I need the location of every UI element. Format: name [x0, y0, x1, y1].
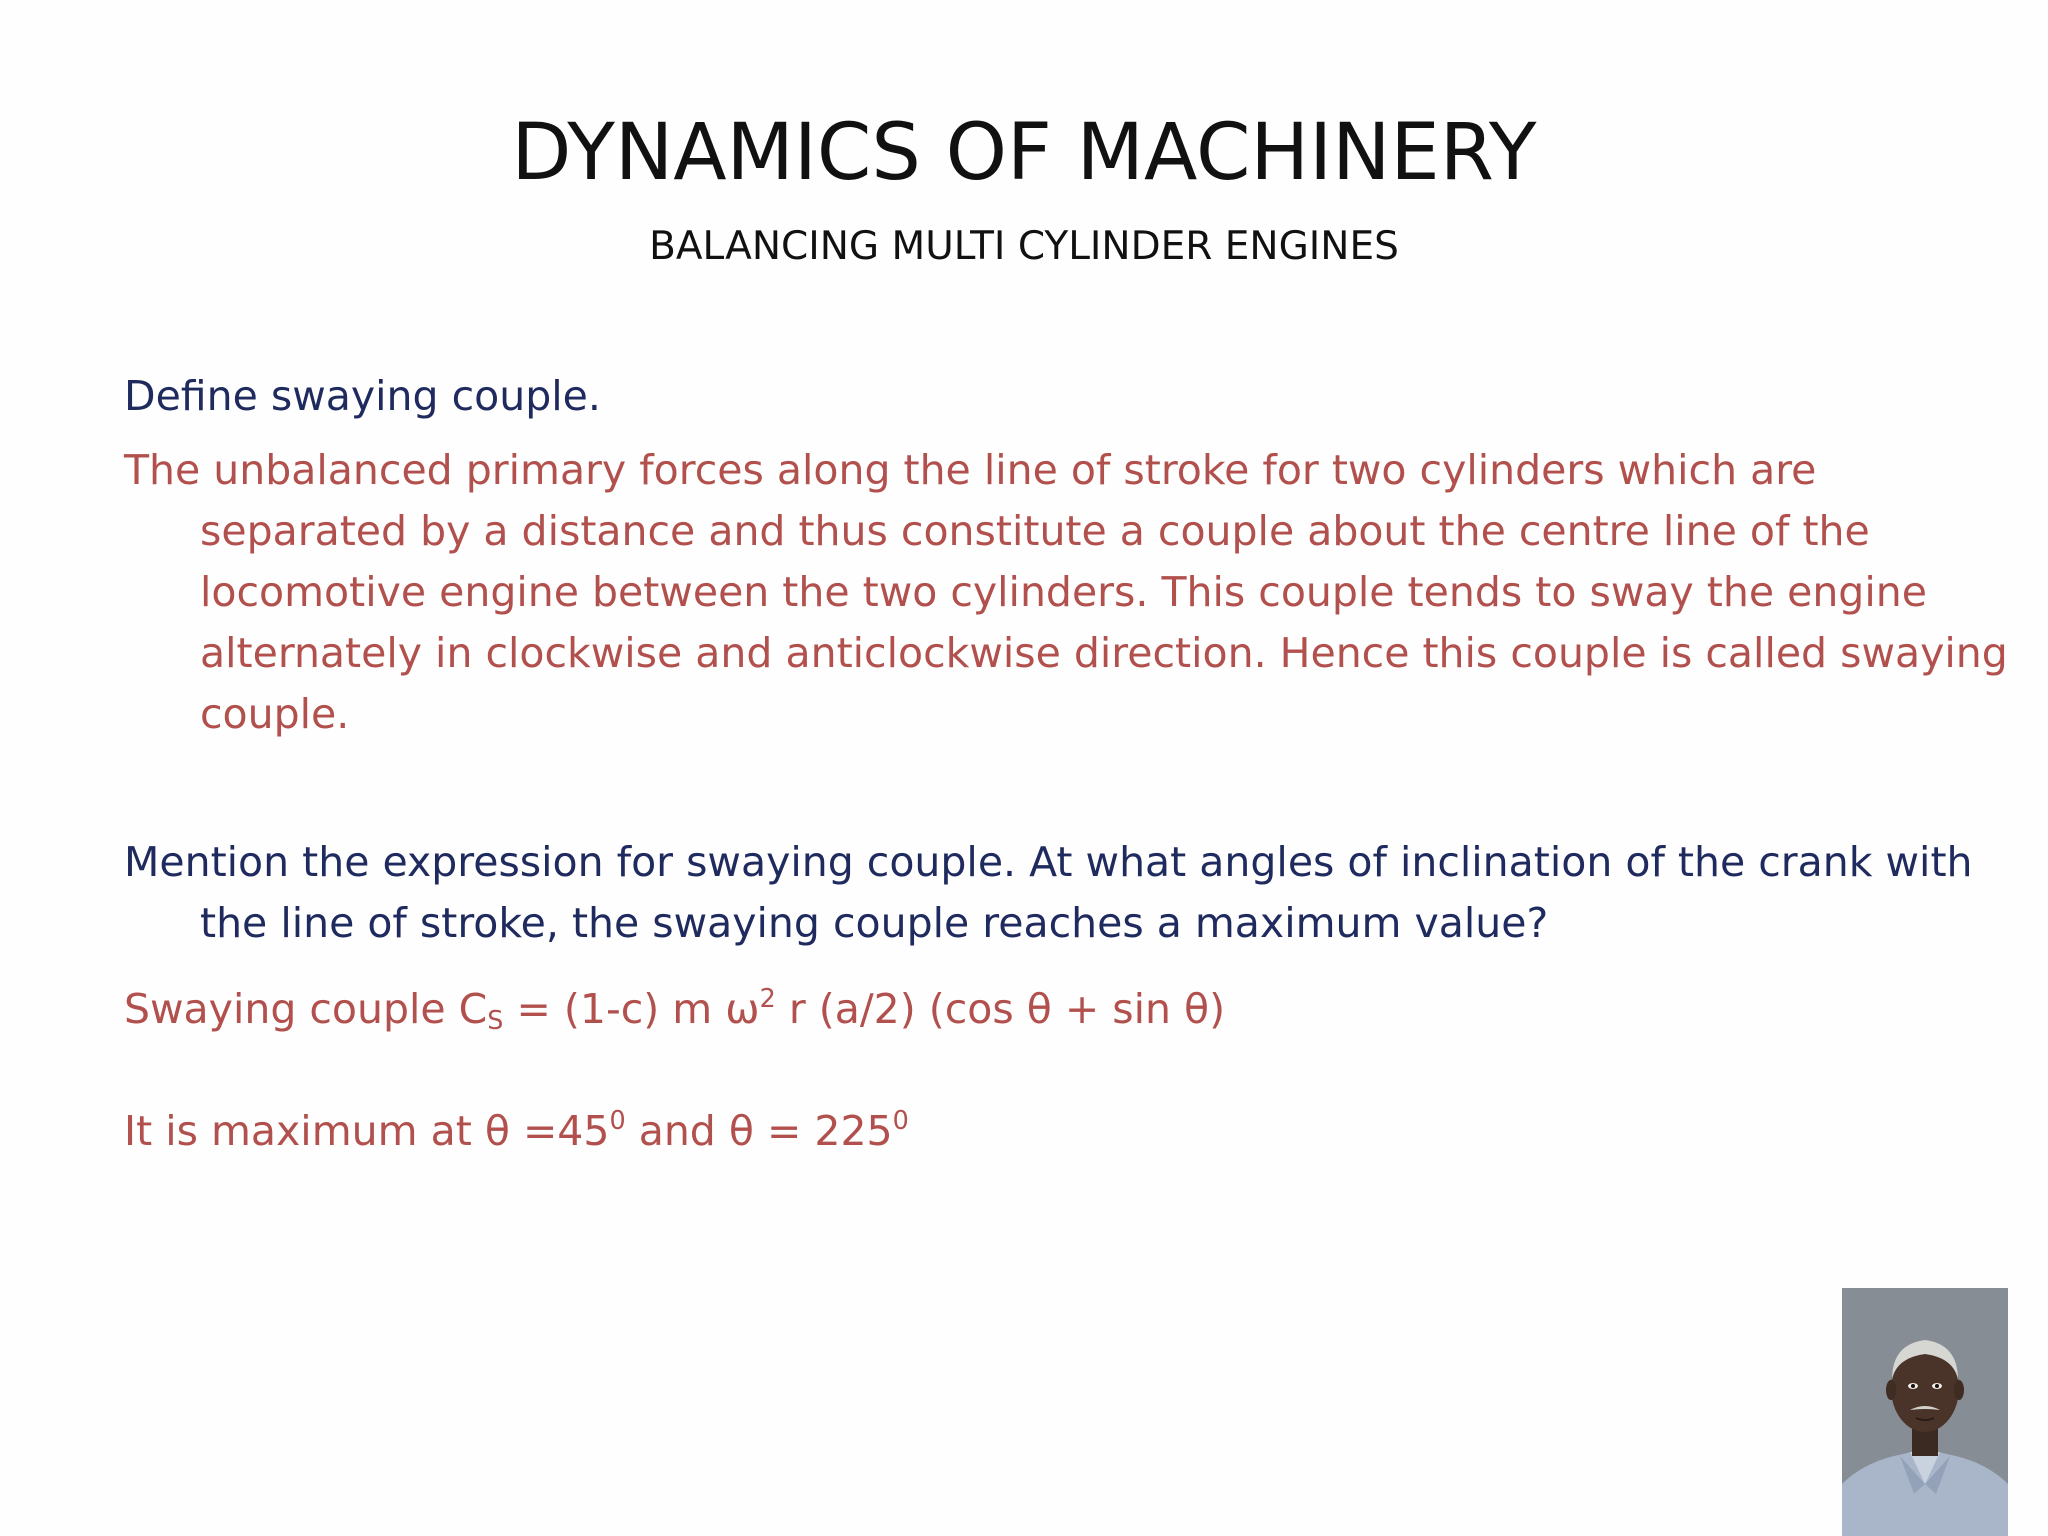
slide-subtitle: BALANCING MULTI CYLINDER ENGINES — [649, 224, 1399, 269]
maximum-degree-1: 0 — [609, 1105, 626, 1135]
maximum-text-2: and θ = 225 — [625, 1106, 893, 1155]
equation-superscript: 2 — [759, 983, 776, 1013]
maximum-angles-statement — [124, 1090, 1954, 1162]
maximum-text-1: It is maximum at θ =45 — [124, 1106, 610, 1155]
maximum-degree-2: 0 — [892, 1105, 909, 1135]
presenter-photo-icon — [1842, 1288, 2008, 1536]
equation-prefix: Swaying couple C — [124, 984, 488, 1033]
answer-swaying-couple-definition: The unbalanced primary forces along the line of stroke for two cylinders which are separated by a distance and thus constitute a couple about the centre line of the locomotive engine between the two cylinders. This couple tends to sway the engine alternately in clockwise and anticlockwise direction. Hence this couple is called swaying couple. — [124, 446, 2008, 738]
equation-subscript: S — [487, 1005, 504, 1036]
question-define-swaying-couple: Define swaying couple. — [124, 372, 601, 420]
equation-middle: = (1-c) m ω — [503, 984, 760, 1033]
question-swaying-couple-expression: Mention the expression for swaying couple. At what angles of inclination of the crank with the line of stroke, the swaying couple reaches a maximum value? — [124, 838, 1973, 947]
presenter-silhouette — [1842, 1288, 2008, 1536]
swaying-couple-equation — [124, 968, 1954, 1051]
equation-suffix: r (a/2) (cos θ + sin θ) — [775, 984, 1226, 1033]
slide-title: DYNAMICS OF MACHINERY — [511, 108, 1537, 198]
